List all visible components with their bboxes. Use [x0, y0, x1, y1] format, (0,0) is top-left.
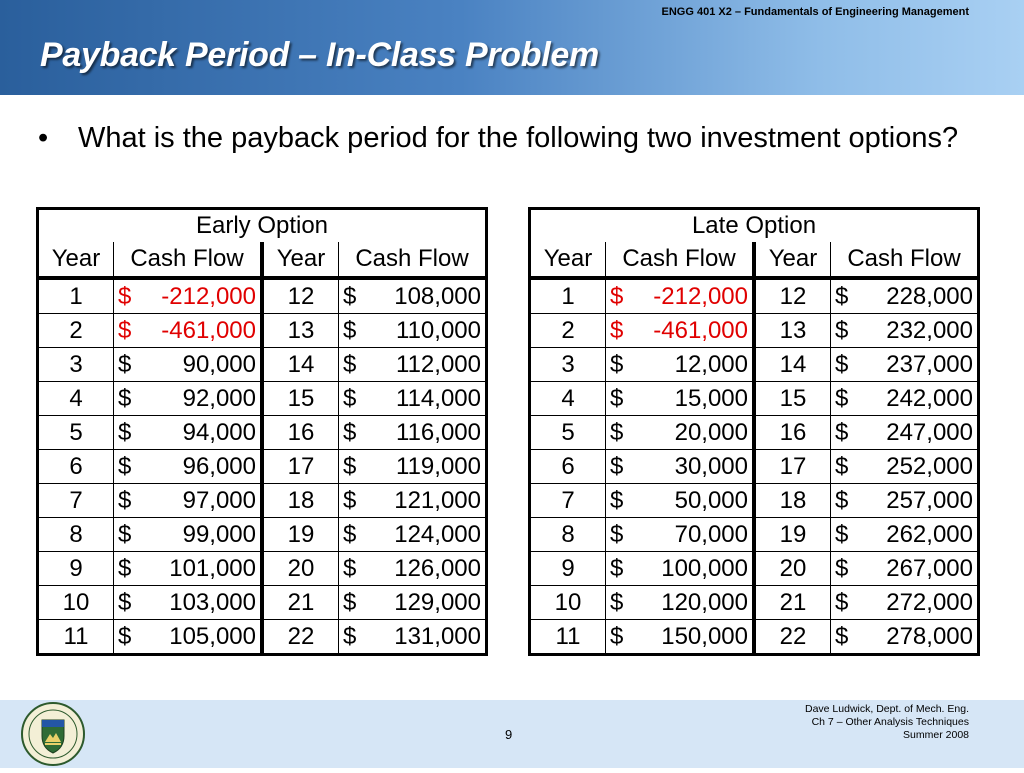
course-title: ENGG 401 X2 – Fundamentals of Engineering Management [661, 6, 969, 18]
cash-flow-value: 116,000 [396, 418, 481, 446]
currency-symbol: $ [835, 554, 849, 582]
currency-symbol: $ [343, 418, 357, 446]
cash-flow-value: 108,000 [394, 282, 481, 310]
cash-flow-value: 252,000 [886, 452, 973, 480]
year-cell: 16 [754, 416, 831, 450]
column-header-year: Year [38, 242, 114, 278]
cash-flow-value: 247,000 [886, 418, 973, 446]
currency-symbol: $ [343, 384, 357, 412]
year-cell: 19 [754, 518, 831, 552]
cash-flow-value: 99,000 [182, 520, 256, 548]
year-cell: 6 [38, 450, 114, 484]
cash-flow-value: 119,000 [396, 452, 481, 480]
table-row [530, 552, 979, 586]
cash-flow-cell [606, 348, 755, 382]
cash-flow-value: 278,000 [886, 622, 973, 650]
cash-flow-cell [114, 278, 263, 314]
cash-flow-value: 94,000 [182, 418, 256, 446]
year-cell: 17 [754, 450, 831, 484]
cash-flow-cell [114, 348, 263, 382]
early-option-table [36, 207, 488, 656]
table-row [38, 416, 487, 450]
year-cell: 21 [754, 586, 831, 620]
currency-symbol: $ [343, 588, 357, 616]
year-cell: 5 [38, 416, 114, 450]
footer-credit [805, 703, 969, 742]
currency-symbol: $ [835, 282, 849, 310]
currency-symbol: $ [610, 622, 624, 650]
cash-flow-value: -461,000 [161, 316, 256, 344]
year-cell: 17 [262, 450, 339, 484]
year-cell: 10 [530, 586, 606, 620]
year-cell: 9 [38, 552, 114, 586]
currency-symbol: $ [343, 554, 357, 582]
cash-flow-cell [339, 348, 487, 382]
year-cell: 13 [262, 314, 339, 348]
table-row [38, 278, 487, 314]
cash-flow-value: 124,000 [394, 520, 481, 548]
year-cell: 10 [38, 586, 114, 620]
cash-flow-cell [606, 382, 755, 416]
currency-symbol: $ [343, 452, 357, 480]
cash-flow-value: 30,000 [674, 452, 748, 480]
page-number: 9 [505, 727, 513, 742]
currency-symbol: $ [118, 622, 132, 650]
cash-flow-value: 237,000 [886, 350, 973, 378]
cash-flow-value: 97,000 [182, 486, 256, 514]
year-cell: 8 [530, 518, 606, 552]
cash-flow-value: 262,000 [886, 520, 973, 548]
cash-flow-cell [114, 518, 263, 552]
currency-symbol: $ [610, 588, 624, 616]
cash-flow-value: 70,000 [674, 520, 748, 548]
cash-flow-cell [831, 314, 979, 348]
cash-flow-cell [339, 416, 487, 450]
table-row [530, 416, 979, 450]
cash-flow-cell [831, 416, 979, 450]
cash-flow-value: 50,000 [674, 486, 748, 514]
cash-flow-value: 126,000 [394, 554, 481, 582]
year-cell: 8 [38, 518, 114, 552]
currency-symbol: $ [118, 316, 132, 344]
cash-flow-cell [114, 314, 263, 348]
cash-flow-value: -461,000 [653, 316, 748, 344]
cash-flow-value: 267,000 [886, 554, 973, 582]
table-row [38, 382, 487, 416]
currency-symbol: $ [343, 622, 357, 650]
table-row [530, 620, 979, 655]
year-cell: 14 [262, 348, 339, 382]
year-cell: 1 [561, 282, 575, 310]
year-cell: 6 [530, 450, 606, 484]
cash-flow-cell [606, 484, 755, 518]
currency-symbol: $ [118, 486, 132, 514]
year-cell: 2 [530, 314, 606, 348]
table-row [530, 348, 979, 382]
cash-flow-value: 150,000 [661, 622, 748, 650]
credit-chapter: Ch 7 – Other Analysis Techniques [811, 716, 969, 728]
table-row [38, 314, 487, 348]
column-header-cash-flow: Cash Flow [339, 242, 487, 278]
currency-symbol: $ [835, 520, 849, 548]
currency-symbol: $ [610, 282, 624, 310]
year-cell: 12 [754, 278, 831, 314]
year-cell: 4 [530, 382, 606, 416]
currency-symbol: $ [343, 486, 357, 514]
currency-symbol: $ [835, 350, 849, 378]
cash-flow-cell [339, 586, 487, 620]
year-cell: 21 [262, 586, 339, 620]
cash-flow-cell [831, 382, 979, 416]
year-cell: 19 [262, 518, 339, 552]
cash-flow-cell [831, 620, 979, 655]
year-cell: 3 [530, 348, 606, 382]
cash-flow-cell [114, 552, 263, 586]
cash-flow-cell [339, 450, 487, 484]
currency-symbol: $ [118, 588, 132, 616]
cash-flow-cell [606, 416, 755, 450]
currency-symbol: $ [835, 452, 849, 480]
column-header-year: Year [262, 242, 339, 278]
cash-flow-cell [831, 518, 979, 552]
cash-flow-cell [339, 314, 487, 348]
table-row [530, 314, 979, 348]
year-cell: 1 [69, 282, 83, 310]
currency-symbol: $ [610, 486, 624, 514]
year-cell: 9 [530, 552, 606, 586]
credit-author: Dave Ludwick, Dept. of Mech. Eng. [805, 703, 969, 715]
year-cell: 18 [754, 484, 831, 518]
early-option-rows [38, 278, 487, 655]
column-header-cash-flow: Cash Flow [606, 242, 755, 278]
table-row [530, 484, 979, 518]
currency-symbol: $ [610, 350, 624, 378]
cash-flow-value: 242,000 [886, 384, 973, 412]
year-cell: 4 [38, 382, 114, 416]
early-option-title: Early Option [195, 212, 329, 239]
cash-flow-cell [831, 484, 979, 518]
table-row [530, 450, 979, 484]
year-cell: 11 [38, 620, 114, 655]
year-cell: 15 [262, 382, 339, 416]
cash-flow-value: 20,000 [674, 418, 748, 446]
currency-symbol: $ [610, 452, 624, 480]
column-header-year: Year [530, 242, 606, 278]
late-option-title: Late Option [691, 212, 817, 239]
cash-flow-value: 121,000 [394, 486, 481, 514]
cash-flow-value: 96,000 [182, 452, 256, 480]
cash-flow-cell [339, 278, 487, 314]
table-row [38, 620, 487, 655]
cash-flow-value: 103,000 [169, 588, 256, 616]
cash-flow-value: 112,000 [396, 350, 481, 378]
currency-symbol: $ [610, 316, 624, 344]
currency-symbol: $ [610, 384, 624, 412]
currency-symbol: $ [835, 486, 849, 514]
cash-flow-cell [339, 518, 487, 552]
currency-symbol: $ [343, 316, 357, 344]
cash-flow-value: 272,000 [886, 588, 973, 616]
currency-symbol: $ [343, 520, 357, 548]
cash-flow-cell [606, 586, 755, 620]
cash-flow-cell [606, 552, 755, 586]
year-cell: 16 [262, 416, 339, 450]
table-row [38, 348, 487, 382]
cash-flow-cell [606, 314, 755, 348]
year-cell: 12 [262, 278, 339, 314]
table-row [530, 586, 979, 620]
year-cell: 22 [754, 620, 831, 655]
bullet-text: What is the payback period for the following two investment options? [78, 122, 959, 154]
cash-flow-cell [606, 620, 755, 655]
cash-flow-value: 257,000 [886, 486, 973, 514]
cash-flow-cell [114, 382, 263, 416]
currency-symbol: $ [343, 282, 357, 310]
column-header-cash-flow: Cash Flow [114, 242, 263, 278]
year-cell: 22 [262, 620, 339, 655]
year-cell: 14 [754, 348, 831, 382]
cash-flow-cell [606, 278, 755, 314]
cash-flow-cell [339, 552, 487, 586]
year-cell: 11 [530, 620, 606, 655]
cash-flow-value: 129,000 [394, 588, 481, 616]
cash-flow-value: -212,000 [653, 282, 748, 310]
currency-symbol: $ [118, 350, 132, 378]
cash-flow-value: 92,000 [182, 384, 256, 412]
year-cell: 20 [754, 552, 831, 586]
late-option-table [528, 207, 980, 656]
year-cell: 7 [530, 484, 606, 518]
table-row [38, 518, 487, 552]
year-cell: 3 [38, 348, 114, 382]
cash-flow-value: -212,000 [161, 282, 256, 310]
slide-title: Payback Period – In-Class Problem [40, 36, 599, 74]
cash-flow-value: 100,000 [661, 554, 748, 582]
cash-flow-cell [606, 450, 755, 484]
cash-flow-value: 101,000 [169, 554, 256, 582]
cash-flow-cell [114, 484, 263, 518]
currency-symbol: $ [118, 554, 132, 582]
year-cell: 15 [754, 382, 831, 416]
cash-flow-cell [114, 586, 263, 620]
cash-flow-value: 232,000 [886, 316, 973, 344]
cash-flow-cell [831, 278, 979, 314]
year-cell: 18 [262, 484, 339, 518]
currency-symbol: $ [118, 418, 132, 446]
cash-flow-value: 110,000 [396, 316, 481, 344]
year-cell: 20 [262, 552, 339, 586]
currency-symbol: $ [118, 384, 132, 412]
currency-symbol: $ [118, 452, 132, 480]
cash-flow-value: 90,000 [182, 350, 256, 378]
cash-flow-value: 131,000 [394, 622, 481, 650]
table-row [530, 278, 979, 314]
year-cell: 2 [38, 314, 114, 348]
cash-flow-value: 105,000 [169, 622, 256, 650]
cash-flow-cell [831, 552, 979, 586]
cash-flow-cell [831, 348, 979, 382]
cash-flow-cell [114, 620, 263, 655]
year-cell: 13 [754, 314, 831, 348]
cash-flow-value: 12,000 [674, 350, 748, 378]
cash-flow-value: 114,000 [396, 384, 481, 412]
currency-symbol: $ [835, 384, 849, 412]
slide-header [0, 0, 1024, 95]
table-row [38, 484, 487, 518]
cash-flow-cell [606, 518, 755, 552]
bullet-icon: • [38, 122, 49, 154]
currency-symbol: $ [835, 622, 849, 650]
column-header-year: Year [754, 242, 831, 278]
currency-symbol: $ [610, 554, 624, 582]
currency-symbol: $ [835, 588, 849, 616]
table-row [38, 450, 487, 484]
university-crest-icon [18, 700, 88, 768]
currency-symbol: $ [118, 282, 132, 310]
currency-symbol: $ [118, 520, 132, 548]
cash-flow-cell [114, 416, 263, 450]
currency-symbol: $ [835, 316, 849, 344]
cash-flow-cell [339, 382, 487, 416]
cash-flow-value: 228,000 [886, 282, 973, 310]
table-row [530, 518, 979, 552]
table-row [530, 382, 979, 416]
currency-symbol: $ [835, 418, 849, 446]
cash-flow-cell [339, 484, 487, 518]
cash-flow-cell [339, 620, 487, 655]
currency-symbol: $ [610, 520, 624, 548]
late-option-rows [530, 278, 979, 655]
currency-symbol: $ [343, 350, 357, 378]
currency-symbol: $ [610, 418, 624, 446]
table-row [38, 586, 487, 620]
cash-flow-value: 15,000 [674, 384, 748, 412]
cash-flow-cell [831, 586, 979, 620]
cash-flow-value: 120,000 [661, 588, 748, 616]
cash-flow-cell [831, 450, 979, 484]
year-cell: 5 [530, 416, 606, 450]
credit-term: Summer 2008 [903, 729, 969, 741]
cash-flow-cell [114, 450, 263, 484]
table-row [38, 552, 487, 586]
column-header-cash-flow: Cash Flow [831, 242, 979, 278]
year-cell: 7 [38, 484, 114, 518]
